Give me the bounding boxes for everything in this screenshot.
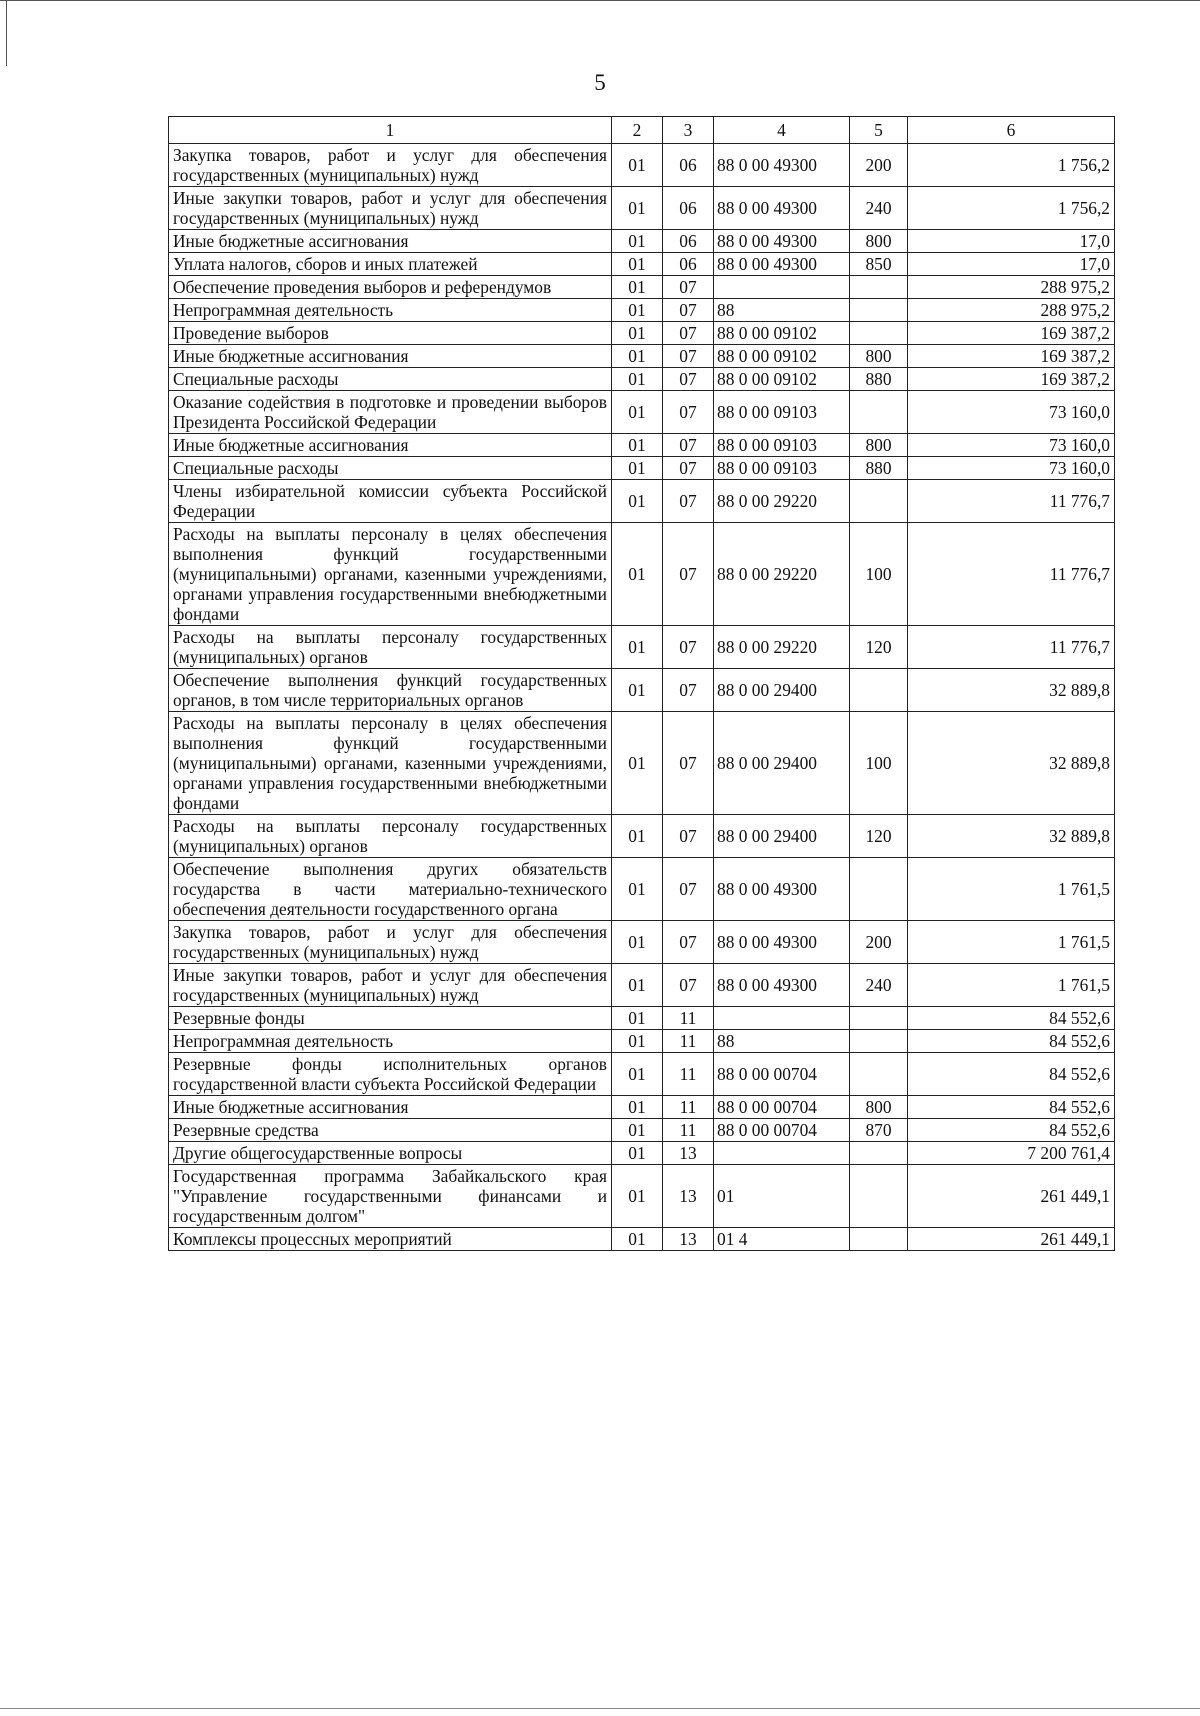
budget-table <box>168 116 1115 1251</box>
row-subsection: 07 <box>663 434 714 457</box>
row-subsection: 11 <box>663 1053 714 1096</box>
table-row <box>169 964 1115 1007</box>
row-subsection: 13 <box>663 1142 714 1165</box>
row-subsection: 07 <box>663 669 714 712</box>
row-expense-type: 100 <box>850 712 908 815</box>
table-row <box>169 626 1115 669</box>
scan-border-top <box>0 0 1200 1</box>
row-expense-type <box>850 1053 908 1096</box>
row-section: 01 <box>612 669 663 712</box>
row-subsection: 13 <box>663 1165 714 1228</box>
row-expense-type: 200 <box>850 921 908 964</box>
row-target-article: 88 0 00 00704 <box>714 1053 850 1096</box>
row-expense-type <box>850 858 908 921</box>
row-amount: 73 160,0 <box>908 391 1115 434</box>
row-amount: 169 387,2 <box>908 368 1115 391</box>
row-amount: 11 776,7 <box>908 480 1115 523</box>
row-section: 01 <box>612 230 663 253</box>
row-section: 01 <box>612 1142 663 1165</box>
header-col-6: 6 <box>908 117 1115 144</box>
row-expense-type: 800 <box>850 1096 908 1119</box>
row-section: 01 <box>612 712 663 815</box>
row-amount: 169 387,2 <box>908 322 1115 345</box>
row-amount: 32 889,8 <box>908 669 1115 712</box>
row-expense-type: 880 <box>850 368 908 391</box>
row-section: 01 <box>612 253 663 276</box>
row-expense-type: 120 <box>850 626 908 669</box>
row-subsection: 11 <box>663 1119 714 1142</box>
row-name: Расходы на выплаты персоналу государственных (муниципальных) органов <box>169 626 612 669</box>
scan-border-bottom <box>0 1708 1200 1709</box>
row-name: Обеспечение выполнения функций государственных органов, в том числе территориальных органов <box>169 669 612 712</box>
row-name: Резервные фонды <box>169 1007 612 1030</box>
row-section: 01 <box>612 322 663 345</box>
row-name: Члены избирательной комиссии субъекта Российской Федерации <box>169 480 612 523</box>
table-row <box>169 1142 1115 1165</box>
row-target-article: 88 0 00 09102 <box>714 322 850 345</box>
table-row <box>169 1053 1115 1096</box>
table-row <box>169 1165 1115 1228</box>
table-row <box>169 1119 1115 1142</box>
row-subsection: 07 <box>663 391 714 434</box>
row-amount: 73 160,0 <box>908 434 1115 457</box>
table-row <box>169 669 1115 712</box>
row-target-article: 88 0 00 09103 <box>714 434 850 457</box>
row-amount: 32 889,8 <box>908 815 1115 858</box>
row-name: Специальные расходы <box>169 457 612 480</box>
row-amount: 1 756,2 <box>908 187 1115 230</box>
row-section: 01 <box>612 345 663 368</box>
row-subsection: 07 <box>663 368 714 391</box>
row-target-article: 88 0 00 49300 <box>714 230 850 253</box>
row-target-article: 88 0 00 29400 <box>714 669 850 712</box>
row-name: Закупка товаров, работ и услуг для обеспечения государственных (муниципальных) нужд <box>169 921 612 964</box>
row-target-article: 88 0 00 29220 <box>714 480 850 523</box>
row-section: 01 <box>612 1165 663 1228</box>
row-section: 01 <box>612 368 663 391</box>
row-section: 01 <box>612 1119 663 1142</box>
table-row <box>169 1228 1115 1251</box>
row-subsection: 11 <box>663 1030 714 1053</box>
row-target-article: 88 0 00 29400 <box>714 815 850 858</box>
table-row <box>169 1030 1115 1053</box>
row-name: Расходы на выплаты персоналу в целях обеспечения выполнения функций государственными (муниципальными) органами, казенными учреждениями, органами управления государственными внебюджетными фондами <box>169 712 612 815</box>
row-amount: 84 552,6 <box>908 1096 1115 1119</box>
row-subsection: 11 <box>663 1007 714 1030</box>
row-name: Закупка товаров, работ и услуг для обеспечения государственных (муниципальных) нужд <box>169 144 612 187</box>
row-expense-type <box>850 669 908 712</box>
row-name: Обеспечение выполнения других обязательств государства в части материально-технического обеспечения деятельности государственного органа <box>169 858 612 921</box>
row-target-article: 88 0 00 09103 <box>714 457 850 480</box>
row-amount: 17,0 <box>908 230 1115 253</box>
row-section: 01 <box>612 457 663 480</box>
row-section: 01 <box>612 1030 663 1053</box>
table-row <box>169 144 1115 187</box>
row-expense-type <box>850 1165 908 1228</box>
row-subsection: 07 <box>663 921 714 964</box>
row-name: Комплексы процессных мероприятий <box>169 1228 612 1251</box>
row-name: Иные закупки товаров, работ и услуг для обеспечения государственных (муниципальных) нужд <box>169 187 612 230</box>
row-expense-type: 100 <box>850 523 908 626</box>
row-section: 01 <box>612 1007 663 1030</box>
page-number: 5 <box>594 70 606 95</box>
row-subsection: 07 <box>663 712 714 815</box>
row-section: 01 <box>612 921 663 964</box>
table-row <box>169 457 1115 480</box>
row-expense-type: 880 <box>850 457 908 480</box>
row-expense-type: 120 <box>850 815 908 858</box>
row-amount: 288 975,2 <box>908 276 1115 299</box>
row-name: Уплата налогов, сборов и иных платежей <box>169 253 612 276</box>
row-subsection: 07 <box>663 457 714 480</box>
row-expense-type: 800 <box>850 345 908 368</box>
table-row <box>169 712 1115 815</box>
row-subsection: 06 <box>663 187 714 230</box>
header-col-4: 4 <box>714 117 850 144</box>
table-row <box>169 187 1115 230</box>
table-row <box>169 523 1115 626</box>
row-section: 01 <box>612 815 663 858</box>
row-name: Иные бюджетные ассигнования <box>169 1096 612 1119</box>
table-header-row <box>169 117 1115 144</box>
row-target-article <box>714 276 850 299</box>
table-row <box>169 322 1115 345</box>
table-row <box>169 230 1115 253</box>
row-target-article: 88 0 00 29400 <box>714 712 850 815</box>
row-expense-type <box>850 480 908 523</box>
row-amount: 84 552,6 <box>908 1053 1115 1096</box>
row-target-article: 88 0 00 00704 <box>714 1096 850 1119</box>
row-expense-type: 870 <box>850 1119 908 1142</box>
row-name: Оказание содействия в подготовке и проведении выборов Президента Российской Федерации <box>169 391 612 434</box>
row-section: 01 <box>612 276 663 299</box>
row-amount: 1 756,2 <box>908 144 1115 187</box>
table-row <box>169 1007 1115 1030</box>
row-amount: 84 552,6 <box>908 1007 1115 1030</box>
row-target-article: 88 0 00 09103 <box>714 391 850 434</box>
row-name: Другие общегосударственные вопросы <box>169 1142 612 1165</box>
row-target-article: 01 4 <box>714 1228 850 1251</box>
table-row <box>169 368 1115 391</box>
row-amount: 261 449,1 <box>908 1165 1115 1228</box>
row-subsection: 07 <box>663 480 714 523</box>
row-name: Непрограммная деятельность <box>169 299 612 322</box>
row-target-article: 01 <box>714 1165 850 1228</box>
row-amount: 288 975,2 <box>908 299 1115 322</box>
row-subsection: 07 <box>663 626 714 669</box>
table-row <box>169 480 1115 523</box>
row-expense-type: 800 <box>850 230 908 253</box>
row-target-article: 88 <box>714 299 850 322</box>
row-amount: 169 387,2 <box>908 345 1115 368</box>
row-target-article: 88 0 00 49300 <box>714 144 850 187</box>
row-target-article: 88 0 00 29220 <box>714 523 850 626</box>
row-name: Иные закупки товаров, работ и услуг для обеспечения государственных (муниципальных) нужд <box>169 964 612 1007</box>
row-target-article: 88 0 00 49300 <box>714 921 850 964</box>
row-name: Государственная программа Забайкальского края "Управление государственными финансами и государственным долгом" <box>169 1165 612 1228</box>
row-amount: 1 761,5 <box>908 858 1115 921</box>
row-name: Специальные расходы <box>169 368 612 391</box>
table-row <box>169 345 1115 368</box>
row-target-article <box>714 1142 850 1165</box>
row-section: 01 <box>612 964 663 1007</box>
row-expense-type: 800 <box>850 434 908 457</box>
row-expense-type <box>850 276 908 299</box>
row-expense-type <box>850 299 908 322</box>
row-subsection: 07 <box>663 322 714 345</box>
row-section: 01 <box>612 480 663 523</box>
row-subsection: 13 <box>663 1228 714 1251</box>
row-name: Иные бюджетные ассигнования <box>169 434 612 457</box>
scan-border-left <box>6 0 7 66</box>
row-expense-type <box>850 1030 908 1053</box>
row-amount: 84 552,6 <box>908 1119 1115 1142</box>
table-row <box>169 276 1115 299</box>
row-amount: 7 200 761,4 <box>908 1142 1115 1165</box>
row-amount: 84 552,6 <box>908 1030 1115 1053</box>
row-section: 01 <box>612 144 663 187</box>
row-subsection: 07 <box>663 523 714 626</box>
table-row <box>169 391 1115 434</box>
row-name: Иные бюджетные ассигнования <box>169 345 612 368</box>
row-amount: 11 776,7 <box>908 626 1115 669</box>
row-section: 01 <box>612 1053 663 1096</box>
row-amount: 261 449,1 <box>908 1228 1115 1251</box>
header-col-3: 3 <box>663 117 714 144</box>
row-subsection: 07 <box>663 964 714 1007</box>
row-expense-type <box>850 1142 908 1165</box>
table-row <box>169 1096 1115 1119</box>
row-section: 01 <box>612 858 663 921</box>
row-subsection: 06 <box>663 230 714 253</box>
row-expense-type: 200 <box>850 144 908 187</box>
row-name: Резервные фонды исполнительных органов государственной власти субъекта Российской Федерации <box>169 1053 612 1096</box>
row-amount: 11 776,7 <box>908 523 1115 626</box>
row-section: 01 <box>612 1228 663 1251</box>
row-name: Расходы на выплаты персоналу государственных (муниципальных) органов <box>169 815 612 858</box>
row-target-article: 88 0 00 49300 <box>714 964 850 1007</box>
header-col-5: 5 <box>850 117 908 144</box>
row-section: 01 <box>612 299 663 322</box>
row-target-article: 88 0 00 09102 <box>714 368 850 391</box>
row-expense-type <box>850 1007 908 1030</box>
table-row <box>169 434 1115 457</box>
header-col-1: 1 <box>169 117 612 144</box>
row-section: 01 <box>612 1096 663 1119</box>
row-target-article <box>714 1007 850 1030</box>
row-subsection: 06 <box>663 144 714 187</box>
row-target-article: 88 0 00 49300 <box>714 858 850 921</box>
row-subsection: 07 <box>663 345 714 368</box>
row-amount: 73 160,0 <box>908 457 1115 480</box>
row-target-article: 88 0 00 49300 <box>714 253 850 276</box>
row-expense-type <box>850 1228 908 1251</box>
row-name: Иные бюджетные ассигнования <box>169 230 612 253</box>
table-row <box>169 921 1115 964</box>
table-row <box>169 299 1115 322</box>
header-col-2: 2 <box>612 117 663 144</box>
row-expense-type <box>850 322 908 345</box>
table-row <box>169 253 1115 276</box>
row-amount: 1 761,5 <box>908 921 1115 964</box>
row-name: Проведение выборов <box>169 322 612 345</box>
table-row <box>169 858 1115 921</box>
row-expense-type: 240 <box>850 964 908 1007</box>
row-subsection: 06 <box>663 253 714 276</box>
row-section: 01 <box>612 187 663 230</box>
row-subsection: 07 <box>663 815 714 858</box>
row-name: Обеспечение проведения выборов и референдумов <box>169 276 612 299</box>
row-subsection: 07 <box>663 276 714 299</box>
table-row <box>169 815 1115 858</box>
row-section: 01 <box>612 434 663 457</box>
row-target-article: 88 0 00 49300 <box>714 187 850 230</box>
row-amount: 32 889,8 <box>908 712 1115 815</box>
row-target-article: 88 0 00 29220 <box>714 626 850 669</box>
row-subsection: 07 <box>663 858 714 921</box>
row-name: Расходы на выплаты персоналу в целях обеспечения выполнения функций государственными (муниципальными) органами, казенными учреждениями, органами управления государственными внебюджетными фондами <box>169 523 612 626</box>
row-section: 01 <box>612 391 663 434</box>
table-body <box>169 144 1115 1251</box>
row-target-article: 88 0 00 09102 <box>714 345 850 368</box>
row-amount: 1 761,5 <box>908 964 1115 1007</box>
row-subsection: 07 <box>663 299 714 322</box>
row-expense-type: 240 <box>850 187 908 230</box>
row-section: 01 <box>612 626 663 669</box>
row-expense-type: 850 <box>850 253 908 276</box>
row-section: 01 <box>612 523 663 626</box>
row-amount: 17,0 <box>908 253 1115 276</box>
row-expense-type <box>850 391 908 434</box>
row-name: Резервные средства <box>169 1119 612 1142</box>
row-name: Непрограммная деятельность <box>169 1030 612 1053</box>
row-subsection: 11 <box>663 1096 714 1119</box>
row-target-article: 88 0 00 00704 <box>714 1119 850 1142</box>
row-target-article: 88 <box>714 1030 850 1053</box>
